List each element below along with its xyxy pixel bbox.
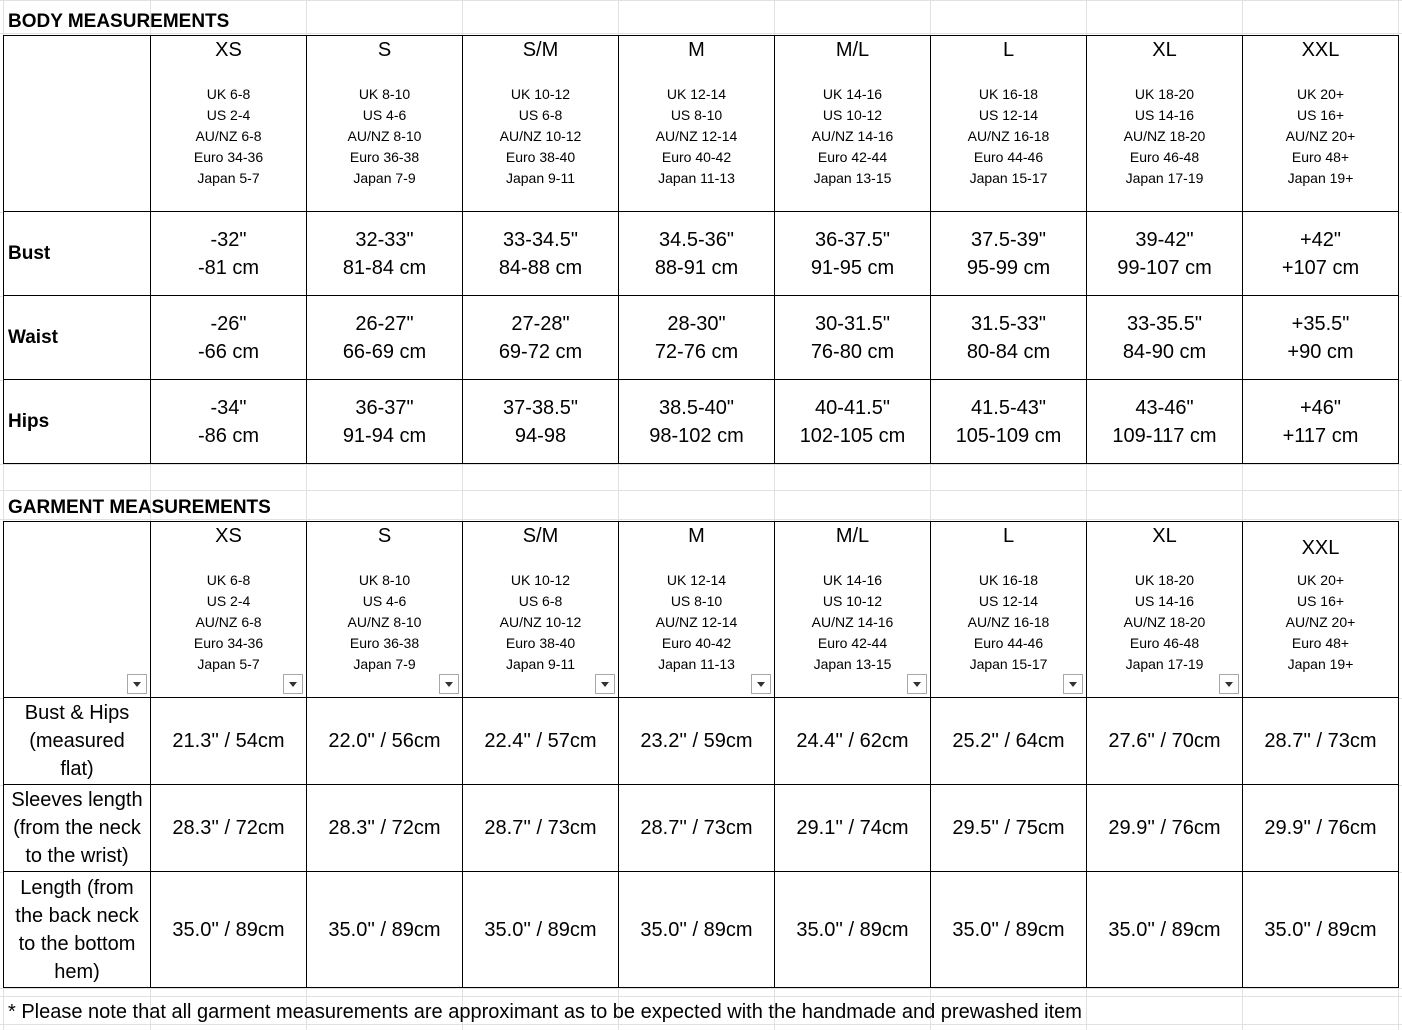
measurement-cell bbox=[775, 380, 931, 464]
measurement-cell bbox=[619, 296, 775, 380]
value-cm: 102-105 cm bbox=[799, 424, 906, 447]
measurement-cell: 28.3'' / 72cm bbox=[307, 785, 463, 872]
size-conversion: AU/NZ 16-18 bbox=[967, 128, 1050, 144]
size-header-cell bbox=[931, 522, 1087, 698]
measurement-cell bbox=[307, 380, 463, 464]
size-conversion: AU/NZ 18-20 bbox=[1123, 128, 1206, 144]
value-inches: 43-46" bbox=[1135, 396, 1194, 419]
filter-dropdown-button[interactable] bbox=[283, 674, 303, 694]
size-conversion: Euro 42-44 bbox=[817, 635, 888, 651]
size-conversion: UK 6-8 bbox=[206, 572, 251, 588]
measurement-cell: 28.7'' / 73cm bbox=[619, 785, 775, 872]
gridline bbox=[0, 996, 1402, 997]
value-cm: 99-107 cm bbox=[1117, 256, 1212, 279]
value-cm: 81-84 cm bbox=[342, 256, 427, 279]
value-inches: 34.5-36" bbox=[659, 228, 734, 251]
filter-dropdown-button[interactable] bbox=[1219, 674, 1239, 694]
size-label: XS bbox=[215, 39, 242, 61]
measurement-cell: 29.9'' / 76cm bbox=[1087, 785, 1243, 872]
body-measurements-table bbox=[3, 35, 1399, 464]
size-label: L bbox=[1002, 39, 1015, 61]
value-cm: +90 cm bbox=[1287, 340, 1354, 363]
size-conversion: US 14-16 bbox=[1134, 593, 1195, 609]
size-conversion: Euro 48+ bbox=[1291, 635, 1350, 651]
size-conversion: Euro 46-48 bbox=[1129, 149, 1200, 165]
size-conversion: Japan 7-9 bbox=[353, 656, 416, 672]
size-conversion: Japan 13-15 bbox=[813, 170, 892, 186]
size-conversion: UK 10-12 bbox=[510, 86, 571, 102]
measurement-cell bbox=[775, 212, 931, 296]
size-conversion: UK 8-10 bbox=[358, 86, 411, 102]
measurement-cell: 35.0'' / 89cm bbox=[307, 872, 463, 988]
value-inches: 39-42" bbox=[1135, 228, 1194, 251]
size-conversion: Euro 34-36 bbox=[193, 635, 264, 651]
value-inches: 26-27" bbox=[355, 312, 414, 335]
size-conversion: Euro 40-42 bbox=[661, 149, 732, 165]
size-conversion: Euro 34-36 bbox=[193, 149, 264, 165]
value-inches: 33-34.5" bbox=[503, 228, 578, 251]
size-conversion: AU/NZ 8-10 bbox=[347, 128, 422, 144]
value-cm: 66-69 cm bbox=[342, 340, 427, 363]
gridline bbox=[0, 33, 1402, 34]
measurement-cell bbox=[151, 212, 307, 296]
value-cm: +117 cm bbox=[1282, 424, 1359, 447]
value-inches: 37-38.5" bbox=[503, 396, 578, 419]
size-label: M bbox=[688, 39, 705, 61]
value-cm: 109-117 cm bbox=[1112, 424, 1217, 447]
size-conversion: Euro 42-44 bbox=[817, 149, 888, 165]
value-inches: +42" bbox=[1299, 228, 1342, 251]
size-conversion: Euro 46-48 bbox=[1129, 635, 1200, 651]
measurement-cell bbox=[931, 380, 1087, 464]
row-label-line: Bust & Hips bbox=[24, 702, 130, 724]
measurement-cell: 21.3'' / 54cm bbox=[151, 698, 307, 785]
measurement-cell bbox=[463, 296, 619, 380]
size-conversion: Japan 5-7 bbox=[197, 656, 260, 672]
measurement-cell bbox=[463, 380, 619, 464]
size-header-cell bbox=[1243, 522, 1399, 698]
measurement-cell: 22.0'' / 56cm bbox=[307, 698, 463, 785]
size-conversion: UK 14-16 bbox=[822, 86, 883, 102]
measurement-cell: 35.0'' / 89cm bbox=[1087, 872, 1243, 988]
gridline bbox=[0, 988, 1402, 989]
size-conversion: US 14-16 bbox=[1134, 107, 1195, 123]
size-conversion: Japan 11-13 bbox=[658, 656, 735, 672]
size-conversion: US 10-12 bbox=[822, 107, 883, 123]
measurement-cell: 25.2'' / 64cm bbox=[931, 698, 1087, 785]
size-conversion: Japan 15-17 bbox=[969, 656, 1048, 672]
value-cm: 88-91 cm bbox=[654, 256, 739, 279]
size-conversion: AU/NZ 6-8 bbox=[195, 128, 262, 144]
value-inches: 38.5-40" bbox=[659, 396, 734, 419]
size-label: S bbox=[377, 525, 392, 547]
value-inches: +35.5" bbox=[1291, 312, 1350, 335]
measurement-cell: 35.0'' / 89cm bbox=[931, 872, 1087, 988]
size-conversion: Euro 38-40 bbox=[505, 149, 576, 165]
value-inches: -26" bbox=[210, 312, 247, 335]
value-inches: 28-30" bbox=[667, 312, 726, 335]
garment-measurements-table bbox=[3, 521, 1399, 988]
value-cm: 84-90 cm bbox=[1122, 340, 1207, 363]
size-header-cell bbox=[307, 522, 463, 698]
size-conversion: Japan 15-17 bbox=[969, 170, 1048, 186]
size-conversion: Japan 19+ bbox=[1287, 170, 1354, 186]
size-conversion: UK 16-18 bbox=[978, 572, 1039, 588]
size-label: XL bbox=[1152, 525, 1177, 547]
size-conversion: AU/NZ 12-14 bbox=[655, 614, 738, 630]
size-header-cell bbox=[463, 36, 619, 212]
size-conversion: Euro 36-38 bbox=[349, 149, 420, 165]
size-header-cell bbox=[151, 36, 307, 212]
body-measurements-title: BODY MEASUREMENTS bbox=[8, 11, 230, 32]
measurement-cell bbox=[1087, 212, 1243, 296]
row-label: Waist bbox=[4, 296, 151, 380]
value-cm: 98-102 cm bbox=[649, 424, 744, 447]
row-label bbox=[4, 698, 151, 785]
value-cm: -86 cm bbox=[197, 424, 260, 447]
size-header-cell bbox=[931, 36, 1087, 212]
measurement-cell bbox=[1243, 212, 1399, 296]
size-conversion: AU/NZ 20+ bbox=[1285, 614, 1356, 630]
size-header-cell bbox=[307, 36, 463, 212]
measurement-cell bbox=[931, 212, 1087, 296]
gridline bbox=[0, 490, 1402, 491]
size-conversion: UK 14-16 bbox=[822, 572, 883, 588]
size-conversion: UK 10-12 bbox=[510, 572, 571, 588]
filter-dropdown-button[interactable] bbox=[439, 674, 459, 694]
value-inches: 40-41.5" bbox=[815, 396, 890, 419]
header-row bbox=[4, 522, 1399, 698]
measurement-cell: 28.7'' / 73cm bbox=[1243, 698, 1399, 785]
size-conversion: AU/NZ 10-12 bbox=[499, 128, 582, 144]
size-header-cell bbox=[463, 522, 619, 698]
size-label: S/M bbox=[522, 39, 559, 61]
size-label: M/L bbox=[835, 39, 870, 61]
size-header-cell bbox=[775, 36, 931, 212]
garment-measurements-title: GARMENT MEASUREMENTS bbox=[8, 497, 271, 518]
measurement-cell: 29.5'' / 75cm bbox=[931, 785, 1087, 872]
size-conversion: US 8-10 bbox=[670, 593, 723, 609]
measurement-row bbox=[4, 785, 1399, 872]
size-conversion: UK 16-18 bbox=[978, 86, 1039, 102]
size-conversion: AU/NZ 16-18 bbox=[967, 614, 1050, 630]
size-label: S bbox=[377, 39, 392, 61]
value-cm: 84-88 cm bbox=[498, 256, 583, 279]
value-cm: 76-80 cm bbox=[810, 340, 895, 363]
size-conversion: US 4-6 bbox=[362, 107, 407, 123]
size-header-cell bbox=[1243, 36, 1399, 212]
value-inches: 36-37" bbox=[355, 396, 414, 419]
row-label bbox=[4, 872, 151, 988]
value-cm: 69-72 cm bbox=[498, 340, 583, 363]
value-inches: -32" bbox=[210, 228, 247, 251]
measurement-cell bbox=[151, 380, 307, 464]
value-inches: 37.5-39" bbox=[971, 228, 1046, 251]
row-label-line: (measured bbox=[29, 730, 125, 752]
size-conversion: Japan 9-11 bbox=[505, 170, 575, 186]
header-row bbox=[4, 36, 1399, 212]
size-conversion: UK 12-14 bbox=[666, 572, 727, 588]
measurement-row bbox=[4, 212, 1399, 296]
value-inches: 36-37.5" bbox=[815, 228, 890, 251]
size-conversion: US 16+ bbox=[1296, 107, 1345, 123]
row-label-line: hem) bbox=[54, 960, 100, 983]
value-inches: 32-33" bbox=[355, 228, 414, 251]
measurement-row bbox=[4, 872, 1399, 988]
measurement-cell bbox=[1087, 380, 1243, 464]
size-conversion: Japan 17-19 bbox=[1125, 656, 1204, 672]
gridline bbox=[0, 519, 1402, 520]
size-conversion: US 2-4 bbox=[206, 107, 251, 123]
size-conversion: US 2-4 bbox=[206, 593, 251, 609]
value-inches: 41.5-43" bbox=[971, 396, 1046, 419]
size-conversion: Euro 40-42 bbox=[661, 635, 732, 651]
size-label: XS bbox=[215, 525, 242, 547]
size-label: M bbox=[688, 525, 705, 547]
size-label: L bbox=[1002, 525, 1015, 547]
measurement-cell bbox=[151, 296, 307, 380]
gridline bbox=[0, 464, 1402, 465]
measurement-cell: 28.7'' / 73cm bbox=[463, 785, 619, 872]
measurement-cell: 22.4'' / 57cm bbox=[463, 698, 619, 785]
measurement-cell bbox=[619, 212, 775, 296]
size-conversion: AU/NZ 8-10 bbox=[347, 614, 422, 630]
measurement-cell: 35.0'' / 89cm bbox=[619, 872, 775, 988]
row-label bbox=[4, 785, 151, 872]
header-corner-cell bbox=[4, 36, 151, 212]
size-header-cell bbox=[619, 36, 775, 212]
measurement-cell bbox=[1243, 296, 1399, 380]
size-conversion: Euro 48+ bbox=[1291, 149, 1350, 165]
header-corner-cell bbox=[4, 522, 151, 698]
value-inches: +46" bbox=[1299, 396, 1342, 419]
measurement-cell: 35.0'' / 89cm bbox=[151, 872, 307, 988]
row-label-line: (from the neck bbox=[13, 817, 141, 839]
measurement-cell bbox=[775, 296, 931, 380]
row-label-line: the back neck bbox=[15, 904, 139, 927]
measurement-row bbox=[4, 296, 1399, 380]
size-conversion: UK 20+ bbox=[1296, 572, 1345, 588]
measurement-cell bbox=[619, 380, 775, 464]
value-cm: 80-84 cm bbox=[966, 340, 1051, 363]
size-header-cell bbox=[775, 522, 931, 698]
size-conversion: Japan 13-15 bbox=[813, 656, 892, 672]
measurement-cell bbox=[463, 212, 619, 296]
size-conversion: UK 18-20 bbox=[1134, 572, 1195, 588]
value-cm: 95-99 cm bbox=[966, 256, 1051, 279]
measurement-cell bbox=[1087, 296, 1243, 380]
size-conversion: Japan 11-13 bbox=[658, 170, 735, 186]
size-conversion: AU/NZ 20+ bbox=[1285, 128, 1356, 144]
measurement-cell: 27.6'' / 70cm bbox=[1087, 698, 1243, 785]
row-label: Bust bbox=[4, 212, 151, 296]
size-conversion: Euro 44-46 bbox=[973, 635, 1044, 651]
filter-dropdown-button[interactable] bbox=[907, 674, 927, 694]
measurement-cell: 23.2'' / 59cm bbox=[619, 698, 775, 785]
measurement-cell bbox=[307, 296, 463, 380]
value-inches: 31.5-33" bbox=[971, 312, 1046, 335]
row-label-line: to the wrist) bbox=[25, 845, 129, 867]
size-conversion: AU/NZ 12-14 bbox=[655, 128, 738, 144]
size-conversion: UK 18-20 bbox=[1134, 86, 1195, 102]
value-cm: 94-98 bbox=[514, 424, 567, 447]
gridline bbox=[0, 0, 1402, 1]
row-label-line: Length (from bbox=[20, 876, 134, 899]
size-label: XXL bbox=[1301, 537, 1340, 559]
size-header-cell bbox=[619, 522, 775, 698]
size-conversion: US 6-8 bbox=[518, 107, 563, 123]
size-conversion: Japan 19+ bbox=[1287, 656, 1354, 672]
measurement-cell: 29.1'' / 74cm bbox=[775, 785, 931, 872]
measurement-cell bbox=[307, 212, 463, 296]
value-cm: 105-109 cm bbox=[955, 424, 1062, 447]
size-label: S/M bbox=[522, 525, 559, 547]
value-cm: +107 cm bbox=[1281, 256, 1360, 279]
size-label: M/L bbox=[835, 525, 870, 547]
size-conversion: Japan 5-7 bbox=[197, 170, 260, 186]
measurement-cell: 35.0'' / 89cm bbox=[463, 872, 619, 988]
measurement-cell bbox=[931, 296, 1087, 380]
size-conversion: AU/NZ 6-8 bbox=[195, 614, 262, 630]
size-conversion: US 8-10 bbox=[670, 107, 723, 123]
value-inches: 30-31.5" bbox=[815, 312, 890, 335]
size-conversion: AU/NZ 14-16 bbox=[811, 614, 894, 630]
size-conversion: Euro 38-40 bbox=[505, 635, 576, 651]
size-header-cell bbox=[1087, 36, 1243, 212]
size-conversion: US 12-14 bbox=[978, 593, 1039, 609]
value-inches: -34" bbox=[210, 396, 247, 419]
value-inches: 33-35.5" bbox=[1127, 312, 1202, 335]
size-conversion: Japan 17-19 bbox=[1125, 170, 1204, 186]
size-conversion: UK 8-10 bbox=[358, 572, 411, 588]
size-header-cell bbox=[151, 522, 307, 698]
size-conversion: US 4-6 bbox=[362, 593, 407, 609]
footnote: * Please note that all garment measurements are approximant as to be expected with the handmade and prewashed item bbox=[8, 1001, 1082, 1023]
size-conversion: US 16+ bbox=[1296, 593, 1345, 609]
value-cm: -66 cm bbox=[197, 340, 260, 363]
measurement-cell: 24.4'' / 62cm bbox=[775, 698, 931, 785]
size-conversion: Euro 36-38 bbox=[349, 635, 420, 651]
size-conversion: AU/NZ 18-20 bbox=[1123, 614, 1206, 630]
row-label-line: Sleeves length bbox=[11, 789, 143, 811]
size-header-cell bbox=[1087, 522, 1243, 698]
size-conversion: Japan 9-11 bbox=[505, 656, 575, 672]
size-conversion: US 6-8 bbox=[518, 593, 563, 609]
size-conversion: Euro 44-46 bbox=[973, 149, 1044, 165]
row-label-line: flat) bbox=[60, 758, 94, 780]
value-inches: 27-28" bbox=[511, 312, 570, 335]
filter-dropdown-button[interactable] bbox=[751, 674, 771, 694]
size-conversion: US 10-12 bbox=[822, 593, 883, 609]
size-conversion: AU/NZ 10-12 bbox=[499, 614, 582, 630]
filter-dropdown-button[interactable] bbox=[127, 674, 147, 694]
value-cm: -81 cm bbox=[197, 256, 260, 279]
measurement-row bbox=[4, 380, 1399, 464]
measurement-cell bbox=[1243, 380, 1399, 464]
measurement-cell: 28.3'' / 72cm bbox=[151, 785, 307, 872]
measurement-cell: 29.9'' / 76cm bbox=[1243, 785, 1399, 872]
row-label: Hips bbox=[4, 380, 151, 464]
row-label-line: to the bottom bbox=[18, 932, 136, 955]
size-label: XL bbox=[1152, 39, 1177, 61]
size-conversion: UK 12-14 bbox=[666, 86, 727, 102]
filter-dropdown-button[interactable] bbox=[595, 674, 615, 694]
size-conversion: Japan 7-9 bbox=[353, 170, 416, 186]
value-cm: 72-76 cm bbox=[654, 340, 739, 363]
value-cm: 91-95 cm bbox=[810, 256, 895, 279]
measurement-row bbox=[4, 698, 1399, 785]
measurement-cell: 35.0'' / 89cm bbox=[1243, 872, 1399, 988]
size-conversion: UK 6-8 bbox=[206, 86, 251, 102]
value-cm: 91-94 cm bbox=[342, 424, 427, 447]
size-conversion: UK 20+ bbox=[1296, 86, 1345, 102]
filter-dropdown-button[interactable] bbox=[1063, 674, 1083, 694]
size-label: XXL bbox=[1301, 39, 1340, 61]
measurement-cell: 35.0'' / 89cm bbox=[775, 872, 931, 988]
size-conversion: AU/NZ 14-16 bbox=[811, 128, 894, 144]
size-conversion: US 12-14 bbox=[978, 107, 1039, 123]
